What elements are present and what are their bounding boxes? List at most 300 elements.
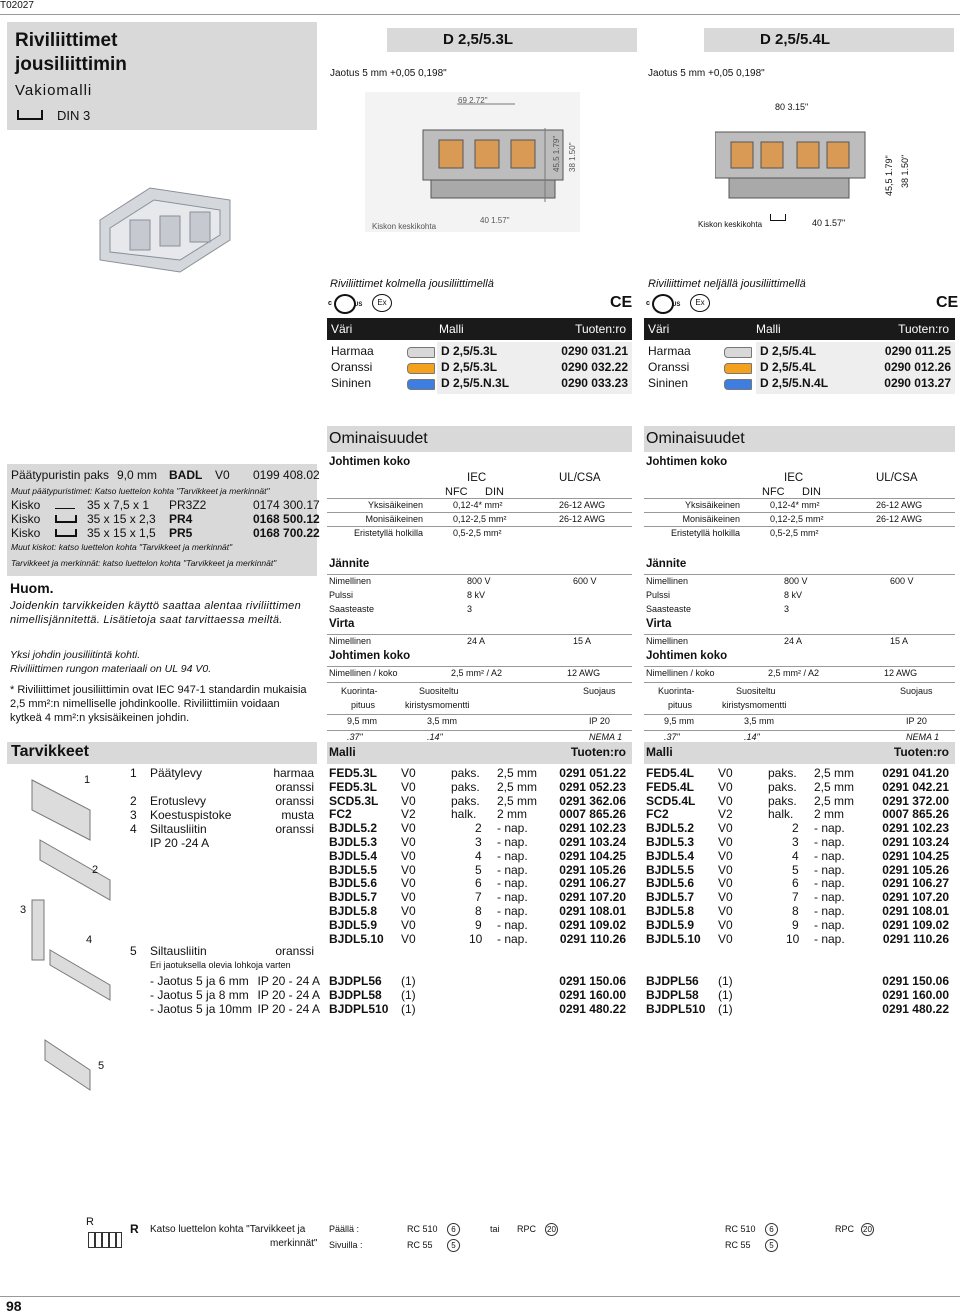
- prop-label: Eristetyllä holkilla: [353, 528, 423, 538]
- variant-row: Harmaa D 2,5/5.4L 0290 011.25: [648, 344, 951, 358]
- acc-q: 4: [475, 848, 482, 863]
- r-note-label: R: [130, 1222, 139, 1236]
- ul-listed-icon: [334, 294, 356, 314]
- acc-desc-color: oranssi: [275, 794, 314, 808]
- jumper-o: 0291 480.22: [559, 1001, 626, 1016]
- acc-v: V0: [718, 766, 733, 780]
- ex-icon: Ex: [372, 294, 392, 312]
- props-panel-3L: [327, 426, 632, 766]
- acc-v: V2: [718, 807, 733, 822]
- grey-swatch: [407, 347, 435, 358]
- acc-s: 2,5 mm: [814, 766, 855, 780]
- acc-s: - nap.: [814, 917, 845, 932]
- rail-note1: Muut kiskot: katso luettelon kohta "Tarvikkeet ja merkinnät": [11, 542, 233, 552]
- prop-ul: 12 AWG: [884, 668, 918, 678]
- jumper-row: [644, 988, 955, 1002]
- acc5-pitch-row: - Jaotus 5 ja 6 mm IP 20 - 24 A: [150, 974, 320, 988]
- acc-q: 7: [475, 890, 482, 905]
- strip-head: Kuorinta-: [341, 686, 378, 696]
- acc-desc-row: [130, 794, 320, 808]
- acc5-row: 5 Siltausliitin oranssi: [130, 944, 314, 958]
- marking-side-label: Sivuilla :: [329, 1240, 363, 1250]
- acc-s: - nap.: [814, 931, 845, 946]
- acc-o: 0291 052.23: [559, 779, 626, 794]
- accessory-row: [327, 890, 632, 904]
- acc-desc-n: 3: [130, 808, 137, 822]
- accessory-row: [644, 835, 955, 849]
- jumper-row: [327, 988, 632, 1002]
- dim-d-3L: 38 1.50": [568, 142, 577, 172]
- fig-label-1: 1: [84, 774, 91, 786]
- protection-value-in: NEMA 1: [906, 732, 940, 742]
- acc-q: paks.: [451, 766, 480, 780]
- protection-head: Suojaus: [900, 686, 933, 696]
- subtitle: Vakiomalli: [15, 82, 93, 99]
- acc-o: 0007 865.26: [559, 807, 626, 822]
- grid-line: [327, 498, 632, 499]
- acc-s: 2,5 mm: [497, 793, 538, 808]
- prop-ul: 26-12 AWG: [876, 514, 923, 524]
- torque-value-in: .14": [427, 732, 443, 742]
- acc-col-model: Malli: [646, 745, 673, 759]
- marking-count-circle: 20: [545, 1223, 558, 1236]
- acc-v: V0: [401, 917, 416, 932]
- prop-iec: 8 kV: [467, 590, 486, 600]
- acc-o: 0007 865.26: [882, 807, 949, 822]
- acc-v: V0: [401, 904, 416, 918]
- wire-size-heading: Johtimen koko: [329, 650, 411, 662]
- acc-m: BJDL5.10: [329, 931, 384, 946]
- acc-m: BJDL5.4: [329, 848, 378, 863]
- acc-m: BJDL5.5: [646, 862, 695, 877]
- cul-prefix: c: [328, 300, 332, 307]
- marking-code: RC 510: [725, 1224, 756, 1234]
- acc-o: 0291 372.00: [882, 793, 949, 808]
- acc-m: FED5.3L: [329, 779, 378, 794]
- acc-v: V0: [401, 876, 416, 891]
- current-heading: Virta: [329, 618, 355, 630]
- acc-s: 2 mm: [497, 807, 527, 822]
- accessory-row: [644, 876, 955, 890]
- variant-row: Sininen D 2,5/5.N.3L 0290 033.23: [331, 376, 628, 390]
- jumper-v: (1): [401, 974, 416, 988]
- us-suffix: US: [354, 302, 363, 308]
- acc-q: 10: [786, 931, 800, 946]
- jumper-row: [644, 974, 955, 988]
- acc-v: V0: [718, 835, 733, 849]
- rail-centre-3L: Kiskon keskikohta: [372, 222, 437, 231]
- cul-prefix: c: [646, 300, 650, 307]
- marker-strip-icon: [88, 1232, 122, 1248]
- strip-value-in: .37": [347, 732, 363, 742]
- acc-desc-color: oranssi: [275, 780, 314, 794]
- acc5-block: [130, 944, 320, 1024]
- dim-b-3L: 40 1.57": [480, 216, 510, 225]
- acc-o: 0291 110.26: [882, 931, 949, 946]
- prop-ul: 600 V: [890, 576, 914, 586]
- acc-desc-name: IP 20 -24 A: [150, 836, 210, 850]
- acc-s: 2,5 mm: [497, 766, 538, 780]
- dim-b-4L: 40 1.57": [812, 218, 846, 228]
- acc-m: BJDL5.3: [646, 835, 695, 849]
- accessory-row: [327, 766, 632, 780]
- acc-o: 0291 107.20: [882, 890, 949, 905]
- prop-iec: 800 V: [784, 576, 808, 586]
- marking-info: [327, 1222, 957, 1256]
- acc5-pitch-row: - Jaotus 5 ja 8 mm IP 20 - 24 A: [150, 988, 320, 1002]
- acc-m: BJDL5.5: [329, 862, 378, 877]
- accessory-row: [327, 904, 632, 918]
- grid-line: [327, 666, 632, 667]
- current-heading: Virta: [646, 618, 672, 630]
- acc-o: 0291 103.24: [559, 835, 626, 849]
- torque-value-in: .14": [744, 732, 760, 742]
- grid-line: [327, 730, 632, 731]
- acc-o: 0291 104.25: [559, 848, 626, 863]
- acc-m: BJDL5.9: [329, 917, 378, 932]
- r-note-text2: merkinnät": [270, 1238, 318, 1249]
- rail-row: Kisko 35 x 15 x 1,5 PR5 0168 700.22: [11, 526, 320, 540]
- prop-iec: 2,5 mm² / A2: [768, 668, 820, 678]
- prop-iec: 2,5 mm² / A2: [451, 668, 503, 678]
- prop-iec: 24 A: [784, 636, 803, 646]
- acc5-note: Eri jaotuksella olevia lohkoja varten: [150, 960, 291, 970]
- jumper-m: BJDPL56: [329, 974, 382, 988]
- acc-o: 0291 103.24: [882, 835, 949, 849]
- acc-m: FED5.4L: [646, 766, 695, 780]
- fig-label-4: 4: [86, 934, 93, 946]
- jumper-m: BJDPL510: [646, 1001, 706, 1016]
- acc-q: paks.: [768, 779, 797, 794]
- acc-s: - nap.: [497, 848, 528, 863]
- grid-line: [644, 714, 955, 715]
- fig-label-R: R: [86, 1216, 94, 1228]
- grid-line: [644, 574, 955, 575]
- accessory-row: [327, 876, 632, 890]
- torque-head: Suositeltu: [419, 686, 459, 696]
- jumper-m: BJDPL58: [329, 987, 382, 1002]
- grid-line: [327, 512, 632, 513]
- prop-iec: 3: [784, 604, 790, 614]
- jumper-row: [327, 974, 632, 988]
- strip-value: 9,5 mm: [664, 716, 695, 726]
- accessory-row: [644, 780, 955, 794]
- accessory-list-4L: [644, 742, 955, 1022]
- acc-m: BJDL5.2: [646, 821, 695, 836]
- acc-q: 8: [792, 904, 799, 918]
- protection-head: Suojaus: [583, 686, 616, 696]
- accessory-row: [327, 807, 632, 821]
- col-order: Tuoten:ro: [575, 322, 626, 336]
- grid-line: [644, 526, 955, 527]
- marking-count-circle: 6: [765, 1223, 778, 1236]
- marking-count-circle: 5: [765, 1239, 778, 1252]
- prop-label: Yksisäikeinen: [367, 500, 423, 510]
- prop-iec: 0,12-4* mm²: [770, 500, 820, 510]
- accessory-row: [644, 890, 955, 904]
- rail-centre-4L: Kiskon keskikohta: [698, 220, 763, 229]
- col-color: Väri: [331, 322, 353, 336]
- acc-o: 0291 106.27: [882, 876, 949, 891]
- variant-row: Oranssi D 2,5/5.4L 0290 012.26: [648, 360, 951, 374]
- grid-line: [327, 714, 632, 715]
- accessory-row: [644, 918, 955, 932]
- header-rule: [0, 14, 960, 15]
- accessory-row: [327, 918, 632, 932]
- grid-line: [644, 682, 955, 683]
- accessory-desc: [130, 766, 320, 866]
- nfc-heading: NFC: [445, 486, 468, 498]
- acc-s: 2,5 mm: [814, 793, 855, 808]
- acc-o: 0291 108.01: [882, 904, 949, 918]
- variants-3L: [327, 342, 632, 394]
- certs-4L: [646, 294, 959, 314]
- title-line1: Riviliittimet: [15, 30, 118, 51]
- acc-s: - nap.: [497, 890, 528, 905]
- accessory-row: [644, 794, 955, 808]
- rail-flat-icon: [55, 506, 75, 509]
- dim-a-3L: 69 2.72": [458, 96, 488, 105]
- drawing-3L: [365, 92, 580, 232]
- blue-swatch: [724, 379, 752, 390]
- acc-desc-row: [130, 808, 320, 822]
- footer-rule: [0, 1296, 960, 1297]
- acc-v: V0: [401, 766, 416, 780]
- note3: Riviliittimen rungon materiaali on UL 94 V0.: [10, 663, 212, 675]
- acc-s: - nap.: [814, 890, 845, 905]
- variant-header-3L: [327, 318, 632, 340]
- accessory-list-3L: [327, 742, 632, 1022]
- grid-line: [327, 574, 632, 575]
- acc-s: 2,5 mm: [497, 779, 538, 794]
- strip-value: 9,5 mm: [347, 716, 378, 726]
- acc-o: 0291 104.25: [882, 848, 949, 863]
- acc-s: - nap.: [814, 862, 845, 877]
- props-panel-4L: [644, 426, 955, 766]
- wire-size-heading: Johtimen koko: [646, 650, 728, 662]
- acc-m: BJDL5.10: [646, 931, 701, 946]
- marking-code: RC 55: [407, 1240, 433, 1250]
- orange-swatch: [724, 363, 752, 374]
- acc-o: 0291 106.27: [559, 876, 626, 891]
- torque-head: Suositeltu: [736, 686, 776, 696]
- marking-code: RPC: [835, 1224, 855, 1234]
- acc-m: SCD5.3L: [329, 793, 379, 808]
- acc-v: V0: [718, 904, 733, 918]
- acc-m: BJDL5.7: [646, 890, 695, 905]
- acc-v: V0: [718, 848, 733, 863]
- acc-desc-row: [130, 766, 320, 780]
- acc-q: 9: [792, 917, 799, 932]
- acc-q: 9: [475, 917, 482, 932]
- spacing-3L: Jaotus 5 mm +0,05 0,198": [330, 68, 447, 79]
- acc-v: V2: [401, 807, 416, 822]
- col-order: Tuoten:ro: [898, 322, 949, 336]
- acc-o: 0291 362.06: [559, 793, 626, 808]
- acc-m: FED5.4L: [646, 779, 695, 794]
- rail-row: Kisko 35 x 7,5 x 1 PR3Z2 0174 300.17: [11, 498, 320, 512]
- props-title: Ominaisuudet: [646, 430, 745, 447]
- acc-v: V0: [401, 779, 416, 794]
- acc-s: - nap.: [497, 835, 528, 849]
- accessory-row: [327, 835, 632, 849]
- acc-m: BJDL5.8: [329, 904, 378, 918]
- acc-v: V0: [718, 821, 733, 836]
- acc-v: V0: [718, 793, 733, 808]
- col-color: Väri: [648, 322, 670, 336]
- prop-ul: 15 A: [573, 636, 592, 646]
- din-heading: DIN: [802, 486, 821, 498]
- doc-code: T02027: [0, 0, 34, 11]
- ce-icon: CE: [610, 294, 633, 311]
- grid-line: [327, 682, 632, 683]
- acc-v: V0: [401, 890, 416, 905]
- prop-label: Monisäikeinen: [365, 514, 423, 524]
- endplate-row: Päätypuristin paks 9,0 mm BADL V0 0199 408.02: [11, 468, 320, 482]
- protection-value: IP 20: [906, 716, 927, 726]
- prop-iec: 3: [467, 604, 473, 614]
- acc-desc-n: 4: [130, 822, 137, 836]
- prop-label: Saasteaste: [646, 604, 692, 614]
- acc-q: 5: [475, 862, 482, 877]
- prop-ul: 26-12 AWG: [876, 500, 923, 510]
- acc-q: halk.: [768, 807, 794, 822]
- prop-label: Saasteaste: [329, 604, 375, 614]
- accessory-row: [644, 904, 955, 918]
- iec-heading: IEC: [784, 472, 804, 484]
- jumper-row: [327, 1002, 632, 1016]
- acc-desc-n: 2: [130, 794, 137, 808]
- prop-iec: 0,5-2,5 mm²: [453, 528, 502, 538]
- page-number: 98: [6, 1298, 22, 1314]
- acc-s: - nap.: [814, 904, 845, 918]
- title-block: [7, 22, 317, 130]
- acc-q: paks.: [451, 779, 480, 794]
- marking-code: RPC: [517, 1224, 537, 1234]
- acc-v: V0: [718, 779, 733, 794]
- drawing-4L: [715, 112, 875, 202]
- variant-row: Harmaa D 2,5/5.3L 0290 031.21: [331, 344, 628, 358]
- grey-swatch: [724, 347, 752, 358]
- acc-q: halk.: [451, 807, 477, 822]
- torque-head: kiristysmomentti: [405, 700, 470, 710]
- acc-col-order: Tuoten:ro: [570, 745, 626, 759]
- protection-value: IP 20: [589, 716, 610, 726]
- accessory-row: [327, 849, 632, 863]
- acc-desc-row: [130, 780, 320, 794]
- acc-desc-color: musta: [281, 808, 314, 822]
- acc-v: V0: [401, 862, 416, 877]
- dim-a-4L: 80 3.15": [775, 102, 809, 112]
- acc-s: - nap.: [497, 862, 528, 877]
- acc-q: 4: [792, 848, 799, 863]
- marking-count-circle: 20: [861, 1223, 874, 1236]
- fig-label-5: 5: [98, 1060, 105, 1072]
- accessory-row: [644, 849, 955, 863]
- ul-heading: UL/CSA: [876, 472, 918, 484]
- certs-3L: [328, 294, 632, 314]
- rail-note2: Tarvikkeet ja merkinnät: katso luettelon kohta "Tarvikkeet ja merkinnät": [11, 558, 277, 568]
- ul-heading: UL/CSA: [559, 472, 601, 484]
- jumper-v: (1): [718, 974, 733, 988]
- acc-s: - nap.: [814, 821, 845, 836]
- accessory-row: [327, 780, 632, 794]
- prop-label: Nimellinen: [329, 636, 372, 646]
- acc-o: 0291 105.26: [882, 862, 949, 877]
- terminal-block-photo: [90, 180, 240, 280]
- torque-value: 3,5 mm: [427, 716, 458, 726]
- us-suffix: US: [672, 302, 681, 308]
- prop-label: Pulssi: [329, 590, 354, 600]
- acc-v: V0: [401, 821, 416, 836]
- prop-label: Eristetyllä holkilla: [670, 528, 740, 538]
- caption-3L: Riviliittimet kolmella jousiliittimellä: [330, 278, 494, 290]
- acc-q: 7: [792, 890, 799, 905]
- prop-iec: 0,5-2,5 mm²: [770, 528, 819, 538]
- wire-size-heading: Johtimen koko: [329, 456, 411, 468]
- r-note: [130, 1222, 320, 1252]
- prop-ul: 26-12 AWG: [559, 514, 606, 524]
- strip-head: Kuorinta-: [658, 686, 695, 696]
- acc-s: - nap.: [497, 931, 528, 946]
- accessory-row: [327, 794, 632, 808]
- acc-v: V0: [401, 793, 416, 808]
- grid-line: [644, 730, 955, 731]
- prop-label: Monisäikeinen: [682, 514, 740, 524]
- grid-line: [327, 526, 632, 527]
- acc-o: 0291 105.26: [559, 862, 626, 877]
- prop-label: Nimellinen / koko: [646, 668, 715, 678]
- acc-desc-name: Siltausliitin: [150, 822, 207, 836]
- acc-o: 0291 042.21: [882, 779, 949, 794]
- variants-4L: [644, 342, 955, 394]
- prop-label: Nimellinen: [329, 576, 372, 586]
- prop-ul: 26-12 AWG: [559, 500, 606, 510]
- strip-head: pituus: [668, 700, 693, 710]
- r-note-text1: Katso luettelon kohta "Tarvikkeet ja: [150, 1224, 306, 1235]
- prop-ul: 15 A: [890, 636, 909, 646]
- din-label: DIN 3: [57, 108, 91, 123]
- grid-line: [327, 634, 632, 635]
- marking-code: RC 510: [407, 1224, 438, 1234]
- accessory-row: [327, 932, 632, 946]
- jumper-o: 0291 160.00: [882, 987, 949, 1002]
- acc-desc-n: 1: [130, 766, 137, 780]
- col-model: Malli: [439, 322, 464, 336]
- jumper-o: 0291 480.22: [882, 1001, 949, 1016]
- acc-s: - nap.: [497, 876, 528, 891]
- wire-size-heading: Johtimen koko: [646, 456, 728, 468]
- rails-panel: [7, 464, 320, 576]
- note4: * Riviliittimet jousiliittimin ovat IEC 947-1 standardin mukaisia 2,5 mm²:n nimelliselle johdinkoolle. Riviliittimiin voidaan kytkeä 4 mm²:n yksisäikeinen johdin.: [10, 684, 307, 724]
- acc-s: - nap.: [814, 835, 845, 849]
- torque-head: kiristysmomentti: [722, 700, 787, 710]
- product-code-3L: D 2,5/5.3L: [443, 31, 514, 48]
- accessory-row: [644, 807, 955, 821]
- din-heading: DIN: [485, 486, 504, 498]
- marking-count-circle: 5: [447, 1239, 460, 1252]
- acc-o: 0291 108.01: [559, 904, 626, 918]
- dim-c-4L: 45,5 1.79": [884, 155, 894, 196]
- marking-or: tai: [490, 1224, 500, 1234]
- jumper-v: (1): [401, 1001, 416, 1016]
- jumper-m: BJDPL56: [646, 974, 699, 988]
- acc-s: - nap.: [814, 848, 845, 863]
- acc-desc-color: harmaa: [273, 766, 314, 780]
- acc-m: SCD5.4L: [646, 793, 696, 808]
- endplate-note: Muut päätypuristimet: Katso luettelon kohta "Tarvikkeet ja merkinnät": [11, 486, 270, 496]
- orange-swatch: [407, 363, 435, 374]
